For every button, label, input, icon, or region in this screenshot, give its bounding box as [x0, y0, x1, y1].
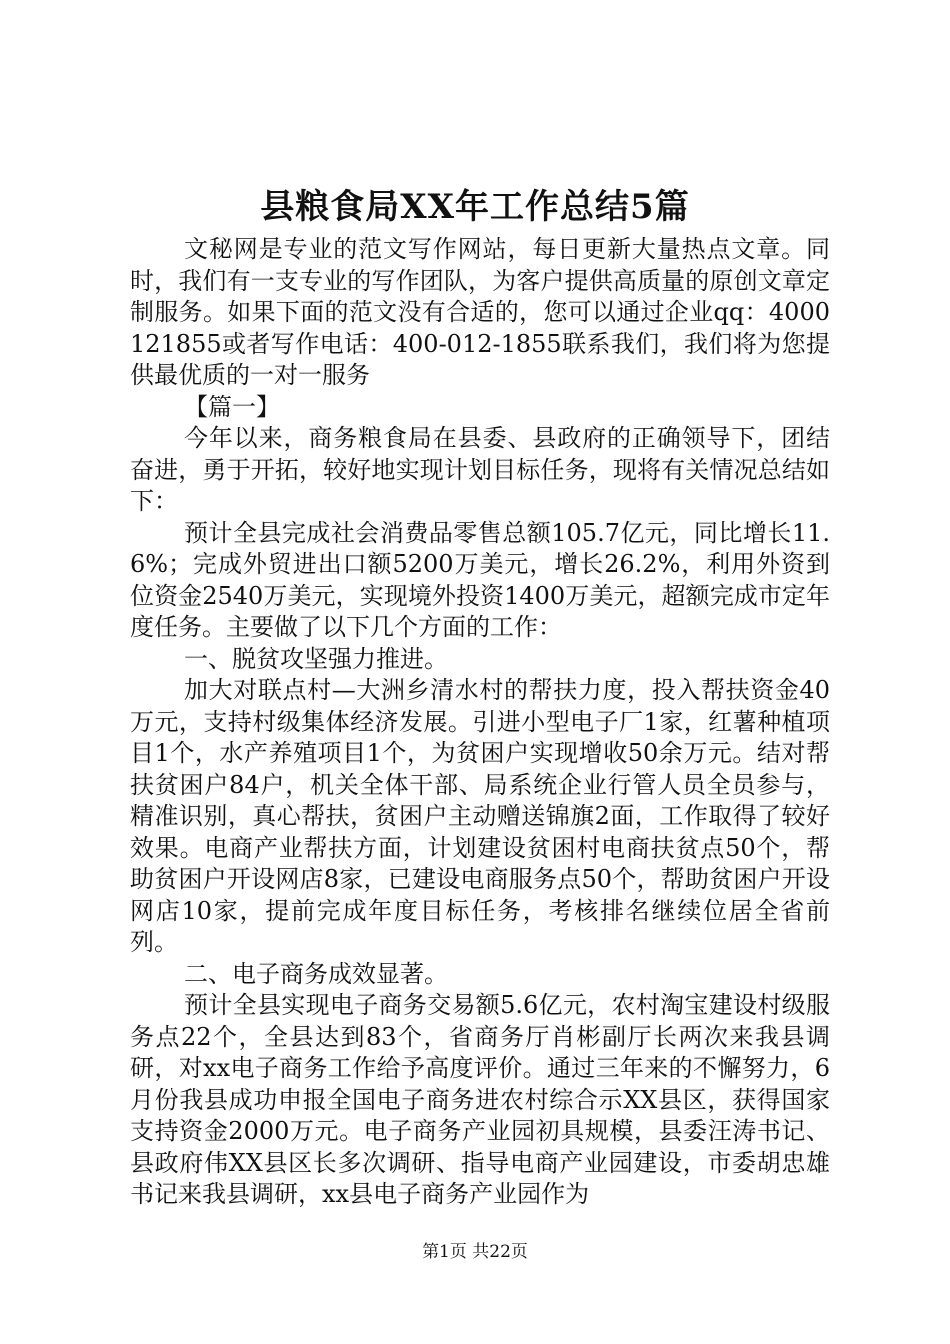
page-number-footer: 第1页 共22页 — [422, 1242, 528, 1262]
body-paragraph: 预计全县完成社会消费品零售总额105.7亿元，同比增长11.6%；完成外贸进出口额5200万美元，增长26.2%，利用外资到位资金2540万美元，实现境外投资1400万美元，超额完成市定年度任务。主要做了以下几个方面的工作： — [130, 518, 830, 641]
body-paragraph: 今年以来，商务粮食局在县委、县政府的正确领导下，团结奋进，勇于开拓，较好地实现计划目标任务，现将有关情况总结如下： — [130, 424, 830, 515]
intro-paragraph: 文秘网是专业的范文写作网站，每日更新大量热点文章。同时，我们有一支专业的写作团队，为客户提供高质量的原创文章定制服务。如果下面的范文没有合适的，您可以通过企业qq：4000121855或者写作电话：400-012-1855联系我们，我们将为您提供最优质的一对一服务 — [130, 235, 830, 389]
section-heading: 一、脱贫攻坚强力推进。 — [184, 644, 448, 673]
body-paragraph: 预计全县实现电子商务交易额5.6亿元，农村淘宝建设村级服务点22个，全县达到83个，省商务厅肖彬副厅长两次来我县调研，对xx电子商务工作给予高度评价。通过三年来的不懈努力，6月份我县成功申报全国电子商务进农村综合示XX县区，获得国家支持资金2000万元。电子商务产业园初具规模，县委汪涛书记、县政府伟XX县区长多次调研、指导电商产业园建设，市委胡忠雄书记来我县调研，xx县电子商务产业园作为 — [130, 991, 830, 1208]
document-body — [130, 234, 830, 1211]
body-paragraph: 加大对联点村—大洲乡清水村的帮扶力度，投入帮扶资金40万元，支持村级集体经济发展。引进小型电子厂1家，红薯种植项目1个，水产养殖项目1个，为贫困户实现增收50余万元。结对帮扶贫困户84户，机关全体干部、局系统企业行管人员全员参与，精准识别，真心帮扶，贫困户主动赠送锦旗2面，工作取得了较好效果。电商产业帮扶方面，计划建设贫困村电商扶贫点50个，帮助贫困户开设网店8家，已建设电商服务点50个，帮助贫困户开设网店10家，提前完成年度目标任务，考核排名继续位居全省前列。 — [130, 676, 830, 956]
document-title: 县粮食局XX年工作总结5篇 — [260, 187, 690, 227]
section-heading-part-one: 【篇一】 — [184, 392, 280, 421]
section-heading: 二、电子商务成效显著。 — [184, 959, 448, 988]
